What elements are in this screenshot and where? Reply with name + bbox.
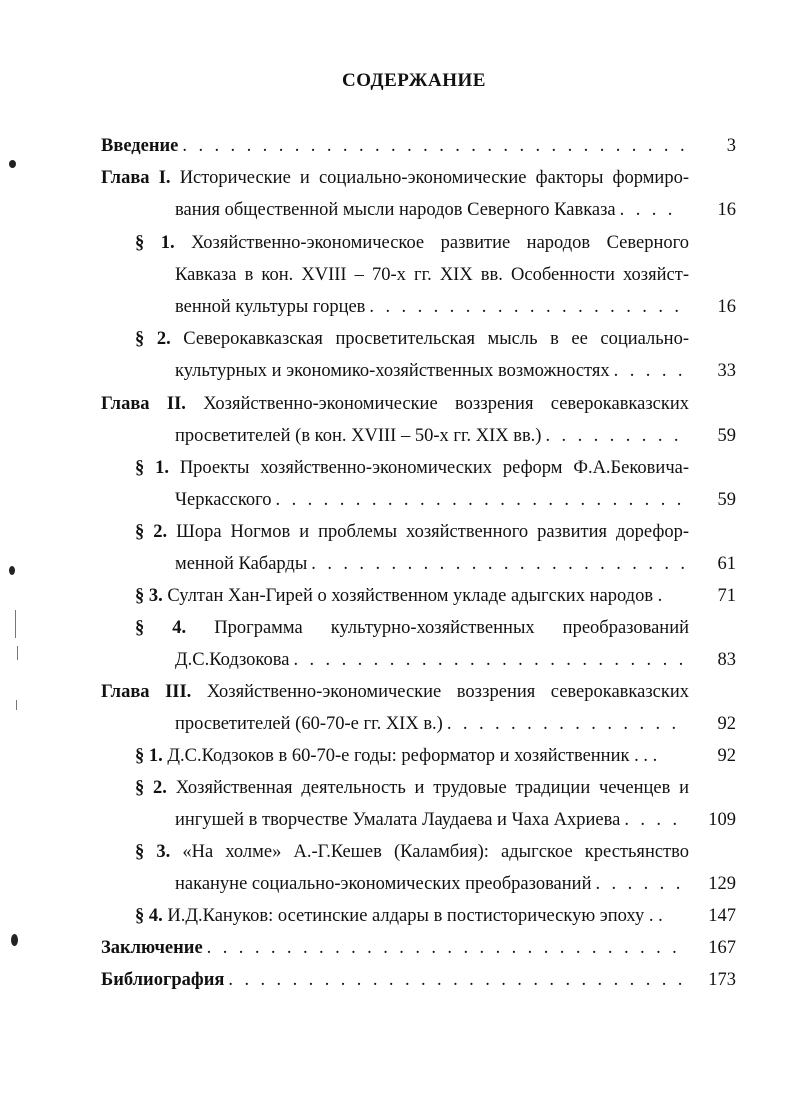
toc-leader-dots [369,293,685,321]
toc-entry-label: Глава I. [101,168,171,188]
toc-page-number: 147 [708,906,736,926]
toc-entry-text: Исторические и социально-экономические факторы формиро- [179,168,689,188]
toc-page-number: 3 [726,136,736,156]
scan-speck [9,566,15,575]
toc-entry-text: культурных и экономико-хозяйственных возможностях [175,361,610,381]
toc-entry-label: § 3. [135,586,163,606]
toc-entry-text: Хозяйственная деятельность и трудовые традиции чеченцев и [175,778,690,798]
toc-leader-dots [207,934,685,962]
scan-mark [17,646,18,660]
toc-entry-text: Д.С.Кодзоков в 60-70-е годы: реформатор и хозяйственник . . . [167,746,658,766]
toc-page-number: 167 [708,938,736,958]
toc-leader-dots [293,646,685,674]
toc-page-number: 92 [717,714,736,734]
toc-page-number: 16 [717,297,736,317]
toc-entry-text: Программа культурно-хозяйственных преобразований [214,618,690,638]
toc-page-number: 71 [717,586,736,606]
toc-entry-text: просветителей (60-70-е гг. XIX в.) [175,714,443,734]
toc-entry-label: § 2. [135,329,171,349]
toc-entry-label: § 2. [135,522,168,542]
toc-leader-dots [228,966,685,994]
toc-entry-text: вания общественной мысли народов Северного Кавказа [175,200,616,220]
toc-entry-label: Заключение [101,938,203,958]
toc-entry-label: § 2. [135,778,167,798]
page-title: СОДЕРЖАНИЕ [342,70,486,91]
toc-entry-label: § 3. [135,842,171,862]
toc-page-number: 173 [708,970,736,990]
toc-entry-text: Хозяйственно-экономическое развитие народов Северного [191,233,690,253]
toc-entry-text: Кавказа в кон. XVIII – 70-х гг. XIX вв. Особенности хозяйст- [175,265,689,285]
scan-mark [16,700,17,710]
toc-entry-text: ингушей в творчестве Умалата Лаудаева и Чаха Ахриева [175,810,621,830]
scan-speck [9,160,16,168]
toc-page-number: 61 [717,554,736,574]
toc-entry-label: § 4. [135,906,163,926]
scan-mark [15,610,16,638]
toc-leader-dots [620,196,685,224]
toc-page-number: 33 [717,361,736,381]
toc-entry-text: венной культуры горцев [175,297,366,317]
toc-leader-dots [276,486,685,514]
toc-page-number: 16 [717,200,736,220]
toc-entry-label: Введение [101,136,179,156]
toc-page-number: 92 [717,746,736,766]
toc-entry-text: Д.С.Кодзокова [175,650,290,670]
toc-entry-text: Проекты хозяйственно-экономических реформ Ф.А.Бековича- [179,458,689,478]
toc-entry-label: § 4. [135,618,187,638]
toc-page-number: 83 [717,650,736,670]
toc-entry-text: Хозяйственно-экономические воззрения северокавказских [203,394,690,414]
toc-leader-dots [311,550,685,578]
toc-entry-label: Библиография [101,970,225,990]
toc-leader-dots [624,806,685,834]
toc-entry-label: § 1. [135,458,169,478]
toc-entry-text: Султан Хан-Гирей о хозяйственном укладе адыгских народов . [167,586,663,606]
toc-page-number: 109 [708,810,736,830]
toc-entry-text: менной Кабарды [175,554,308,574]
toc-entry-text: накануне социально-экономических преобразований [175,874,592,894]
toc-entry-text: И.Д.Кануков: осетинские алдары в постисторическую эпоху . . [167,906,663,926]
toc-entry-text: «На холме» А.-Г.Кешев (Каламбия): адыгское крестьянство [182,842,689,862]
toc-page-number: 129 [708,874,736,894]
toc-entry-label: Глава III. [101,682,192,702]
toc-leader-dots [545,422,685,450]
toc-entry-text: просветителей (в кон. XVIII – 50-х гг. XIX вв.) [175,426,542,446]
toc-entry-text: Хозяйственно-экономические воззрения северокавказских [206,682,689,702]
toc-entry-text: Северокавказская просветительская мысль в ее социально- [183,329,689,349]
toc-entry-text: Черкасского [175,490,272,510]
toc-leader-dots [614,357,685,385]
toc-page-number: 59 [717,426,736,446]
toc-entry-label: § 1. [135,233,175,253]
toc-leader-dots [595,870,685,898]
toc-entry-label: Глава II. [101,394,186,414]
toc-leader-dots [182,132,685,160]
scan-speck [11,934,18,946]
toc-page-number: 59 [717,490,736,510]
toc-leader-dots [447,710,685,738]
toc-entry-text: Шора Ногмов и проблемы хозяйственного развития дорефор- [176,522,690,542]
toc-entry-label: § 1. [135,746,163,766]
